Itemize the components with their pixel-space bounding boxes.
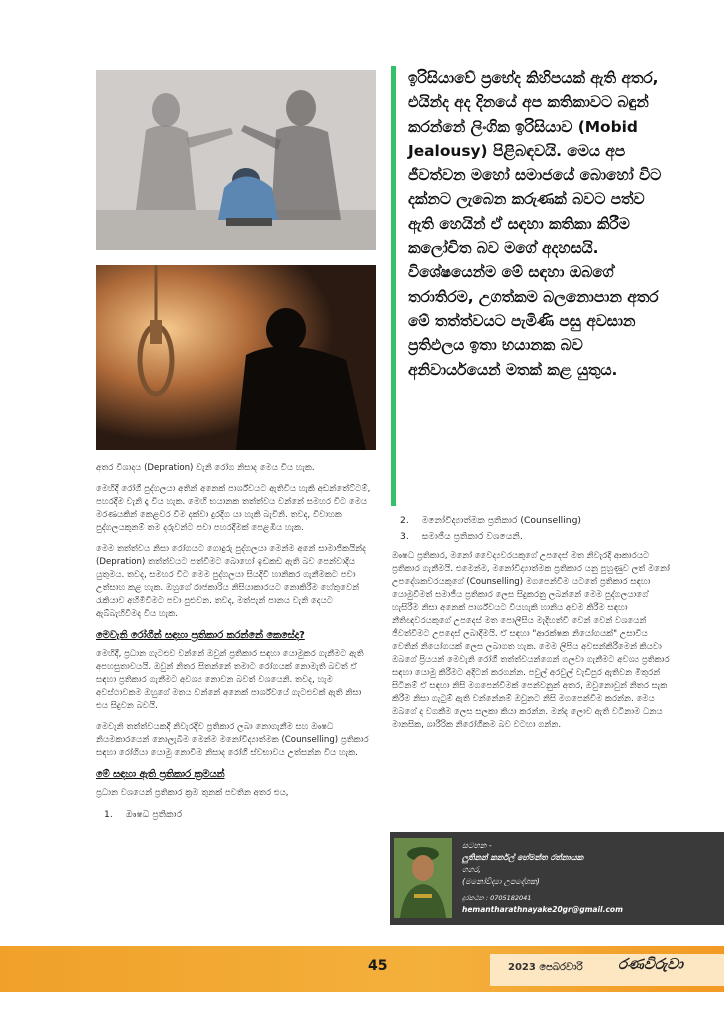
paragraph-intro: අතර විශාදය (Depration) වැනි රෝග නිසාද මෙය විය හැක. — [96, 463, 315, 473]
paragraph-1: මෙහිදී රෝගී පුද්ගලයා අතින් අනෙක් පාර්ශ්වයට ඇතිවිය හැකි අඩන්තේට්ටම්, පහරදීම වැනි දෑ විය හැක. මෙහි භයානක තත්ත්වය වන්නේ සමහර විට මෙය මරණයකින් කෙළවර විම දක්වා දුරදිග යා හැකි බැවිනි. තවද, විවාහක පුද්ගලයකුනම් තම දරුවන්ට පවා පහරදීමක් පෙළඹිය හැක. — [96, 484, 371, 533]
author-label: සටහන - — [462, 841, 492, 850]
author-role-1: ගගර, — [462, 865, 481, 874]
list-item-1 — [96, 808, 376, 822]
photo-domestic-conflict — [96, 70, 376, 250]
list-item-3 — [392, 530, 672, 544]
footer-date: 2023 පෙබරවාරි — [508, 962, 583, 973]
photo-noose-despair — [96, 265, 376, 450]
paragraph-right-body: ඖෂධ ප්‍රතිකාර, මනෝ වෛද්‍යවරයකුගේ උපදෙස් මත නිවැරදි ආකාරයට ප්‍රතිකාර ගැනීමයි. එමෙන්ම, මනෝවිද්‍යාත්මක ප්‍රතිකාර යනු පුහුණුව ලත් මනෝ උපදේශකවරයකුගේ (Counselling) මගපෙන්වීම යටතේ ප්‍රතිකාර සඳහා යොමුවීමත් සමාජීය ප්‍රතිකාර ලෙස සිදුකරනු ලබන්නේ මෙම පුද්ගලයාගේ හැසිරීම නිසා අනෙක් පාර්ශ්වයට වියහැකි හානිය අවම කිරීම සඳහා නීතිඥවරයකුගේ උපදෙස් මත පොලීසිය මැදිහත්වී වෙන් වෙන් වශයෙන් ජීවත්වීමට උපදෙස් ලබාදීමයි. ඒ සඳහා "ආරක්ෂක නියෝගයක්" උසාවිය වෙතින් නියෝගයක් ලෙස ලබාගත හැක. මෙම ලිපිය අවසන්කිරීමෙන් කියවා ඔබගේ ප්‍රියයන් මෙවැනි රෝගී තත්ත්වයන්ගෙන් ගලවා ගැනීමට අවශ්‍ය ප්‍රතිකාර සඳහා යොමු කිරීමට අදිටන් කරගන්න. පවුල් අරවුල් වැඩිපුර ඇතිවන මිතුරන් සිටිනම් ඒ සඳහා නිසි මගපෙන්වීමක් පෙන්වනුන් අතර, ඔවුනොවුන් නිතර සැක කිරීම නිසා ගැටුම් ඇති වන්නේනම් ඔවුනට නිසි මගපෙන්වීම කරන්න. මෙය ඔබගේ ද වගකීම ලෙස සලකා කියා කරන්න. මන්ද ලොව ඇති වටිනාම ධනය මානසික, ශාරීරික නිරෝගීකම බව වටහා ගන්න. — [392, 551, 670, 730]
list-item-3-number: 3. — [400, 531, 409, 542]
paragraph-4: මෙවැනි තත්ත්වයකදී නිවැරදිව ප්‍රතිකාර ලබා නොගැනීම සහ ඖෂධ නියමකාරයෙන් නොලැබීම මෙන්ම මනෝවිද්‍යාත්මක (Counselling) ප්‍රතිකාර සඳහා රෝගියා යොමු නොවීම නිසාද රෝගී ස්වභාවය උත්සන්න විය හැක. — [96, 722, 369, 758]
author-phone: දුරකථන : 0705182041 — [462, 894, 532, 902]
paragraph-2: මෙම තත්ත්වය නිසා රෝගයට ගොදුරු පුද්ගලයා මෙන්ම අනේ සාමාජිකයින්ද (Depration) තත්ත්වයට පත්වීමට බොහෝ ඉඩකඩ ඇති බව පෙන්වාදිය යුතුමය. තවද, සමහර විට මෙම පුද්ගලයා සියදිවි හානිකර ගැනීමකට පවා උත්සාහ කළ හැක. ඔහුගේ රාජකාරිය නිසියාකාරයට නොකිරීම හේතුවෙන් රැකියාව අහිමිවීමට පවා පුළුවන. තවද, මත්පැන් පානය වැනි දෙයට ඇබ්බැහිවීමද විය හැක. — [96, 544, 366, 619]
paragraph-3: මෙහිදී, ප්‍රධාන ගැටළුව වන්නේ ඔවුන් ප්‍රතිකාර සඳහා යොමුකර ගැනීමට ඇති අපහසුතාවයයි. ඔවුන් නිතර සිතන්නේ තමාට රෝගයක් නොමැති බවත් ඒ සඳහා ප්‍රතිකාර ගැනීමට අවශ්‍ය නොවන බවත් වශයෙනි. තවද, හැම අවස්ථාවකම ඔහුගේ මතය වන්නේ අනෙක් පාර්ශ්වයේ ගැටළුවක් ඇති නිසා එය සිදුවන බවයි. — [96, 649, 364, 711]
list-item-1-number: 1. — [104, 809, 113, 820]
author-photo — [394, 838, 452, 918]
left-column — [96, 462, 376, 822]
list-item-2 — [392, 514, 672, 528]
pull-quote-text: ඉරිසියාවේ ප්‍රභේද කිහිපයක් ඇති අතර, එයින්ද අද දිනයේ අප කතිකාවට බඳුන් කරන්නේ ලිංගික ඉරිසියාව (Mobid Jealousy) පිළිබඳවයි. මෙය අප ජීවත්වන මහෝ සමාජයේ බොහෝ විට දක්නට ලැබෙන කරුණක් බවට පත්ව ඇති හෙයින් ඒ සඳහා කතිකා කිරීම කලෝචිත බව මගේ අදහසයි. විශේෂයෙන්ම මේ සඳහා ඔබගේ තරාතිරම, උගත්කම බලනොපාන අතර මේ තත්ත්වයට පැමිණි පසු අවසාන ප්‍රතිඵලය ඉතා භයානක බව අනිවාර්යයෙන් මතක් කළ යුතුය. — [408, 69, 662, 379]
list-item-1-text: ඖෂධ ප්‍රතිකාර — [125, 809, 183, 820]
author-email: hemantharathnayake20gr@gmail.com — [462, 905, 623, 914]
paragraph-5: ප්‍රධාන වශයෙන් ප්‍රතිකාර ක්‍රම තුනක් පවතින අතර එය, — [96, 788, 289, 798]
list-item-2-text: මනෝවිද්‍යාත්මක ප්‍රතිකාර (Counselling) — [421, 515, 582, 526]
heading-treatment-methods: මේ සඳහා ඇති ප්‍රතිකාර ක්‍රමයන් — [96, 769, 225, 780]
author-box — [390, 832, 724, 925]
list-item-2-number: 2. — [400, 515, 409, 526]
page-number: 45 — [368, 958, 388, 974]
author-details — [462, 840, 717, 916]
pull-quote — [391, 66, 667, 506]
author-name: ලුතිනන් කර්නල් හේමන්ත රත්නායක — [462, 853, 584, 862]
list-item-3-text: සමාජීය ප්‍රතිකාර වශයෙනි. — [421, 531, 523, 542]
magazine-logo: රණවිරුවා — [618, 955, 683, 973]
author-role-2: (මනෝවිද්‍යා උපදේශක) — [462, 877, 540, 886]
right-column — [392, 514, 672, 732]
heading-treatment-who: මෙවැනි රෝගීන් සඳහා ප්‍රතිකාර කරන්නේ කෙසේද? — [96, 630, 305, 641]
